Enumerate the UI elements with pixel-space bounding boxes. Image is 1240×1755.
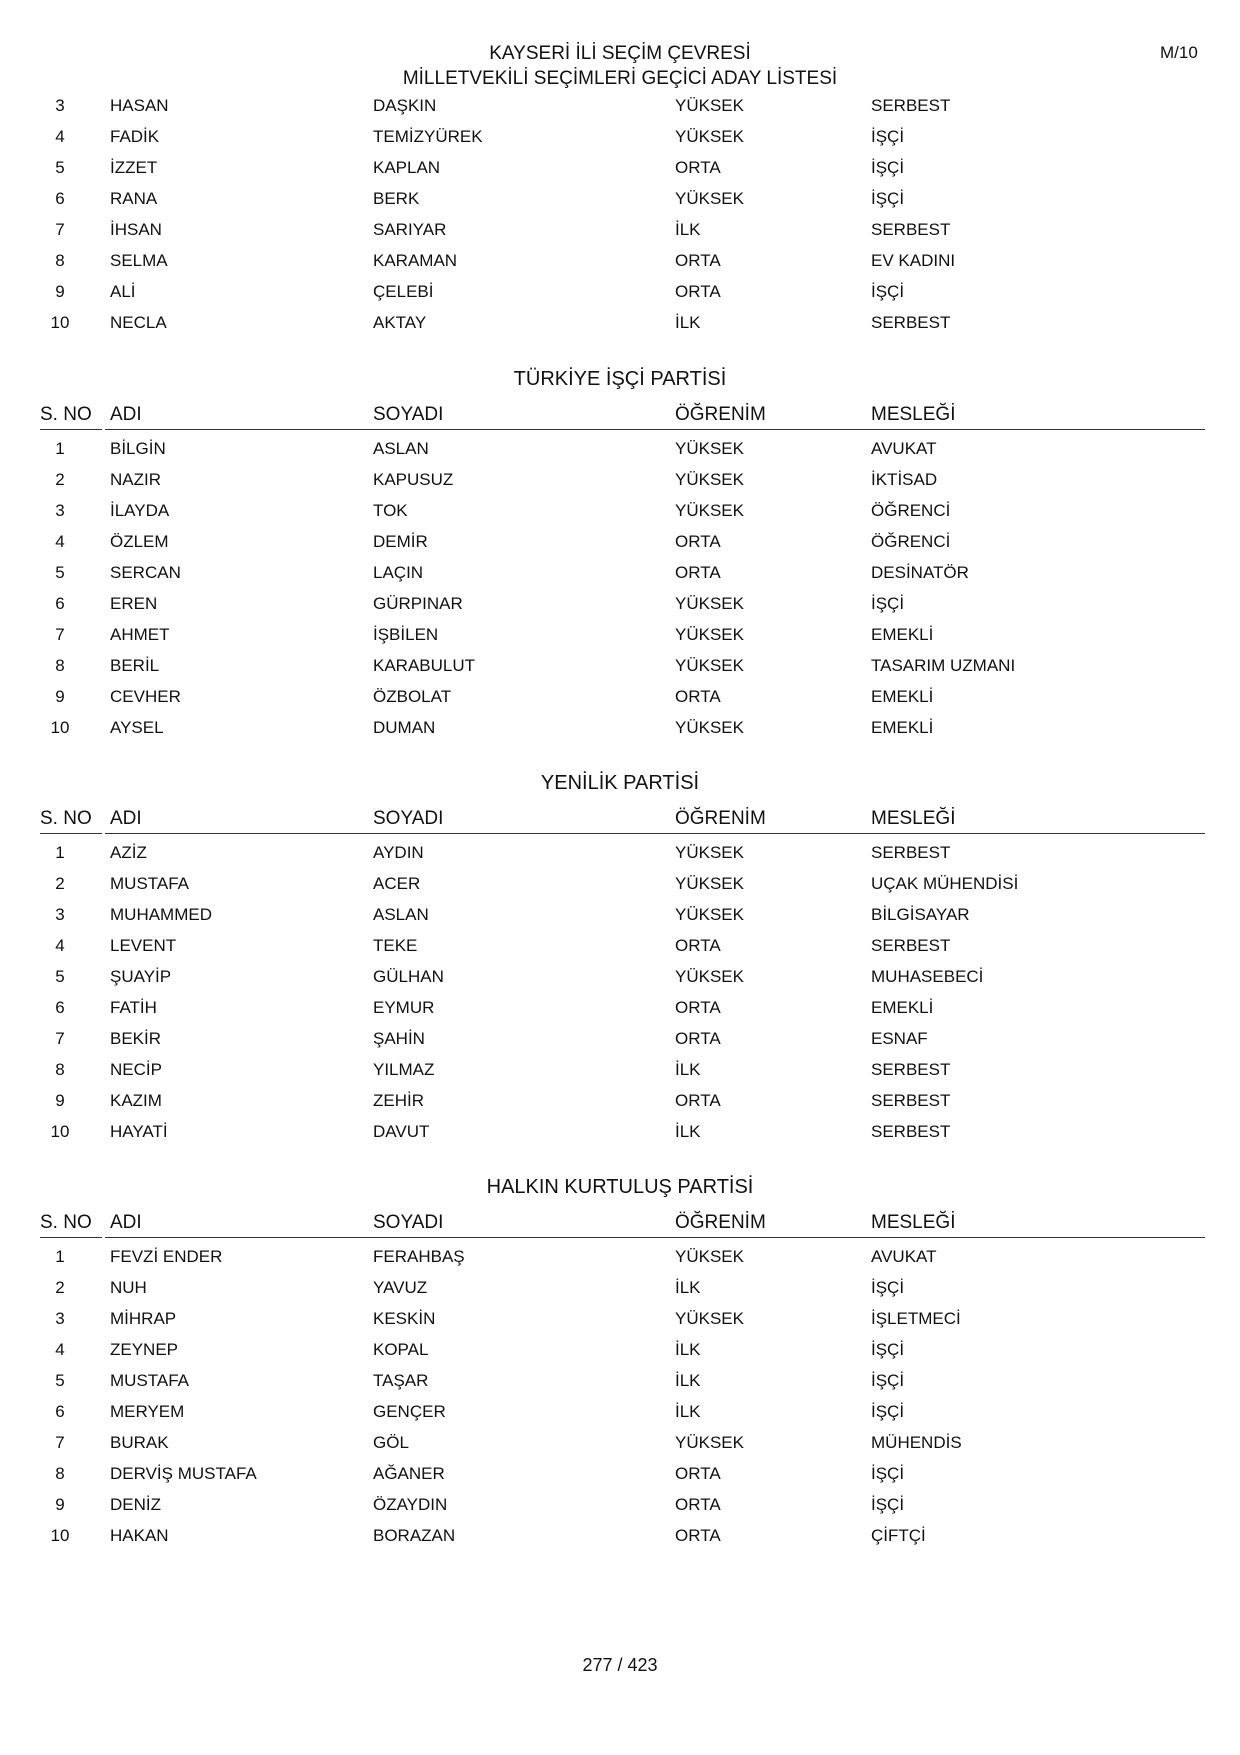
document-code: M/10 bbox=[1160, 43, 1198, 62]
cell-education: YÜKSEK bbox=[675, 874, 744, 893]
cell-surname: GÖL bbox=[373, 1433, 409, 1452]
table-row bbox=[0, 1117, 1240, 1148]
cell-education: YÜKSEK bbox=[675, 189, 744, 208]
cell-education: İLK bbox=[675, 313, 701, 332]
cell-no: 2 bbox=[55, 874, 65, 893]
cell-education: İLK bbox=[675, 1371, 701, 1390]
cell-no: 8 bbox=[55, 1060, 65, 1079]
cell-profession: İŞÇİ bbox=[871, 1402, 905, 1421]
cell-education: ORTA bbox=[675, 1526, 721, 1545]
cell-name: DERVİŞ MUSTAFA bbox=[110, 1464, 257, 1483]
cell-no: 3 bbox=[55, 1309, 65, 1328]
cell-education: YÜKSEK bbox=[675, 1433, 744, 1452]
cell-education: YÜKSEK bbox=[675, 439, 744, 458]
cell-no: 5 bbox=[55, 1371, 65, 1390]
cell-no: 2 bbox=[55, 1278, 65, 1297]
cell-no: 4 bbox=[55, 127, 65, 146]
cell-name: RANA bbox=[110, 189, 158, 208]
cell-name: ZEYNEP bbox=[110, 1340, 179, 1359]
cell-no: 3 bbox=[55, 96, 65, 115]
party-title: HALKIN KURTULUŞ PARTİSİ bbox=[486, 1176, 754, 1198]
cell-surname: KAPLAN bbox=[373, 158, 441, 177]
table-row bbox=[0, 277, 1240, 308]
cell-profession: SERBEST bbox=[871, 1091, 951, 1110]
cell-no: 7 bbox=[55, 1433, 65, 1452]
header-surname: SOYADI bbox=[367, 1212, 673, 1238]
header-no: S. NO bbox=[40, 1212, 102, 1238]
cell-name: MİHRAP bbox=[110, 1309, 177, 1328]
cell-name: AYSEL bbox=[110, 718, 164, 737]
cell-surname: SARIYAR bbox=[373, 220, 447, 239]
cell-surname: ÖZAYDIN bbox=[373, 1495, 448, 1514]
cell-education: YÜKSEK bbox=[675, 470, 744, 489]
cell-education: YÜKSEK bbox=[675, 96, 744, 115]
table-header bbox=[0, 402, 1240, 432]
cell-profession: SERBEST bbox=[871, 313, 951, 332]
cell-profession: UÇAK MÜHENDİSİ bbox=[871, 874, 1019, 893]
table-row bbox=[0, 651, 1240, 682]
page-subtitle: MİLLETVEKİLİ SEÇİMLERİ GEÇİCİ ADAY LİSTESİ bbox=[402, 68, 838, 89]
cell-profession: İŞÇİ bbox=[871, 1371, 905, 1390]
cell-education: YÜKSEK bbox=[675, 127, 744, 146]
header-surname: SOYADI bbox=[367, 404, 673, 430]
cell-surname: DAVUT bbox=[373, 1122, 430, 1141]
cell-surname: FERAHBAŞ bbox=[373, 1247, 465, 1266]
cell-name: SERCAN bbox=[110, 563, 181, 582]
cell-no: 5 bbox=[55, 967, 65, 986]
cell-name: İHSAN bbox=[110, 220, 162, 239]
cell-education: ORTA bbox=[675, 1464, 721, 1483]
cell-education: YÜKSEK bbox=[675, 967, 744, 986]
cell-education: İLK bbox=[675, 1340, 701, 1359]
table-row bbox=[0, 900, 1240, 931]
header-name: ADI bbox=[105, 404, 370, 430]
cell-name: AHMET bbox=[110, 625, 170, 644]
cell-surname: ŞAHİN bbox=[373, 1029, 425, 1048]
header-no: S. NO bbox=[40, 808, 102, 834]
cell-profession: EV KADINI bbox=[871, 251, 956, 270]
cell-surname: ASLAN bbox=[373, 439, 429, 458]
cell-surname: TOK bbox=[373, 501, 408, 520]
cell-name: MUSTAFA bbox=[110, 1371, 190, 1390]
cell-no: 7 bbox=[55, 220, 65, 239]
table-row bbox=[0, 1335, 1240, 1366]
table-row bbox=[0, 1055, 1240, 1086]
table-row bbox=[0, 215, 1240, 246]
table-row bbox=[0, 1397, 1240, 1428]
cell-education: YÜKSEK bbox=[675, 594, 744, 613]
table-row bbox=[0, 962, 1240, 993]
cell-name: HAYATİ bbox=[110, 1122, 168, 1141]
table-header bbox=[0, 806, 1240, 836]
cell-education: YÜKSEK bbox=[675, 1247, 744, 1266]
cell-profession: BİLGİSAYAR bbox=[871, 905, 970, 924]
cell-education: İLK bbox=[675, 1402, 701, 1421]
cell-education: YÜKSEK bbox=[675, 656, 744, 675]
table-row bbox=[0, 153, 1240, 184]
table-row bbox=[0, 1366, 1240, 1397]
cell-profession: SERBEST bbox=[871, 936, 951, 955]
cell-surname: EYMUR bbox=[373, 998, 435, 1017]
cell-no: 7 bbox=[55, 1029, 65, 1048]
cell-no: 10 bbox=[50, 718, 70, 737]
table-body bbox=[0, 1242, 1240, 1552]
cell-profession: ESNAF bbox=[871, 1029, 928, 1048]
cell-name: NECİP bbox=[110, 1060, 162, 1079]
table-row bbox=[0, 1521, 1240, 1552]
cell-no: 6 bbox=[55, 189, 65, 208]
cell-surname: GÜLHAN bbox=[373, 967, 444, 986]
cell-education: ORTA bbox=[675, 282, 721, 301]
cell-surname: DEMİR bbox=[373, 532, 428, 551]
cell-surname: DAŞKIN bbox=[373, 96, 437, 115]
cell-name: BEKİR bbox=[110, 1029, 162, 1048]
cell-surname: GÜRPINAR bbox=[373, 594, 463, 613]
cell-profession: AVUKAT bbox=[871, 1247, 937, 1266]
cell-profession: DESİNATÖR bbox=[871, 563, 969, 582]
cell-education: YÜKSEK bbox=[675, 905, 744, 924]
cell-surname: İŞBİLEN bbox=[373, 625, 439, 644]
cell-no: 10 bbox=[50, 1122, 70, 1141]
cell-no: 6 bbox=[55, 594, 65, 613]
cell-profession: SERBEST bbox=[871, 843, 951, 862]
cell-education: ORTA bbox=[675, 532, 721, 551]
cell-name: BERİL bbox=[110, 656, 160, 675]
cell-education: ORTA bbox=[675, 1091, 721, 1110]
cell-education: ORTA bbox=[675, 563, 721, 582]
cell-profession: SERBEST bbox=[871, 1060, 951, 1079]
cell-name: EREN bbox=[110, 594, 158, 613]
cell-surname: ÇELEBİ bbox=[373, 282, 434, 301]
cell-surname: KESKİN bbox=[373, 1309, 436, 1328]
table-row bbox=[0, 91, 1240, 122]
cell-surname: DUMAN bbox=[373, 718, 436, 737]
table-row bbox=[0, 1086, 1240, 1117]
cell-no: 8 bbox=[55, 251, 65, 270]
cell-profession: EMEKLİ bbox=[871, 687, 934, 706]
table-row bbox=[0, 869, 1240, 900]
cell-education: YÜKSEK bbox=[675, 501, 744, 520]
cell-name: BURAK bbox=[110, 1433, 169, 1452]
cell-profession: İŞÇİ bbox=[871, 1495, 905, 1514]
cell-profession: ÖĞRENCİ bbox=[871, 501, 951, 520]
cell-surname: AYDIN bbox=[373, 843, 424, 862]
cell-profession: İŞLETMECİ bbox=[871, 1309, 961, 1328]
cell-name: KAZIM bbox=[110, 1091, 162, 1110]
cell-name: İZZET bbox=[110, 158, 158, 177]
cell-name: ŞUAYİP bbox=[110, 967, 172, 986]
cell-no: 4 bbox=[55, 532, 65, 551]
cell-name: HASAN bbox=[110, 96, 169, 115]
header-education: ÖĞRENİM bbox=[670, 808, 868, 834]
cell-education: YÜKSEK bbox=[675, 718, 744, 737]
header-surname: SOYADI bbox=[367, 808, 673, 834]
table-row bbox=[0, 184, 1240, 215]
cell-name: HAKAN bbox=[110, 1526, 169, 1545]
header-profession: MESLEĞİ bbox=[866, 404, 1205, 430]
party-title: YENİLİK PARTİSİ bbox=[540, 772, 700, 794]
cell-no: 9 bbox=[55, 1495, 65, 1514]
table-body bbox=[0, 434, 1240, 744]
table-row bbox=[0, 620, 1240, 651]
cell-no: 8 bbox=[55, 656, 65, 675]
cell-profession: SERBEST bbox=[871, 1122, 951, 1141]
cell-profession: EMEKLİ bbox=[871, 998, 934, 1017]
cell-profession: İŞÇİ bbox=[871, 1340, 905, 1359]
cell-name: AZİZ bbox=[110, 843, 147, 862]
cell-surname: ASLAN bbox=[373, 905, 429, 924]
cell-education: İLK bbox=[675, 1278, 701, 1297]
cell-education: İLK bbox=[675, 1122, 701, 1141]
page-title: KAYSERİ İLİ SEÇİM ÇEVRESİ bbox=[489, 43, 751, 64]
table-row bbox=[0, 465, 1240, 496]
table-row bbox=[0, 682, 1240, 713]
table-row bbox=[0, 589, 1240, 620]
cell-education: ORTA bbox=[675, 158, 721, 177]
table-row bbox=[0, 122, 1240, 153]
cell-profession: İŞÇİ bbox=[871, 594, 905, 613]
cell-name: FEVZİ ENDER bbox=[110, 1247, 223, 1266]
cell-name: LEVENT bbox=[110, 936, 177, 955]
cell-name: FADİK bbox=[110, 127, 160, 146]
cell-surname: ZEHİR bbox=[373, 1091, 424, 1110]
cell-name: NUH bbox=[110, 1278, 147, 1297]
table-row bbox=[0, 246, 1240, 277]
cell-profession: ÖĞRENCİ bbox=[871, 532, 951, 551]
cell-profession: ÇİFTÇİ bbox=[871, 1526, 926, 1545]
table-row bbox=[0, 1490, 1240, 1521]
header-name: ADI bbox=[105, 808, 370, 834]
cell-surname: KOPAL bbox=[373, 1340, 429, 1359]
cell-no: 7 bbox=[55, 625, 65, 644]
cell-no: 8 bbox=[55, 1464, 65, 1483]
cell-no: 1 bbox=[55, 843, 65, 862]
cell-name: MUSTAFA bbox=[110, 874, 190, 893]
table-row bbox=[0, 713, 1240, 744]
cell-education: ORTA bbox=[675, 1029, 721, 1048]
cell-name: DENİZ bbox=[110, 1495, 161, 1514]
cell-surname: YILMAZ bbox=[373, 1060, 435, 1079]
cell-education: İLK bbox=[675, 1060, 701, 1079]
cell-name: SELMA bbox=[110, 251, 168, 270]
cell-surname: KAPUSUZ bbox=[373, 470, 454, 489]
cell-name: CEVHER bbox=[110, 687, 181, 706]
header-education: ÖĞRENİM bbox=[670, 1212, 868, 1238]
cell-surname: BERK bbox=[373, 189, 420, 208]
table-row bbox=[0, 931, 1240, 962]
cell-no: 1 bbox=[55, 1247, 65, 1266]
cell-education: ORTA bbox=[675, 687, 721, 706]
cell-education: YÜKSEK bbox=[675, 625, 744, 644]
party-title: TÜRKİYE İŞÇİ PARTİSİ bbox=[513, 368, 727, 390]
cell-education: ORTA bbox=[675, 936, 721, 955]
cell-surname: TEKE bbox=[373, 936, 418, 955]
cell-no: 10 bbox=[50, 313, 70, 332]
header-profession: MESLEĞİ bbox=[866, 808, 1205, 834]
cell-name: FATİH bbox=[110, 998, 157, 1017]
table-row bbox=[0, 1273, 1240, 1304]
cell-profession: İKTİSAD bbox=[871, 470, 938, 489]
cell-education: YÜKSEK bbox=[675, 1309, 744, 1328]
cell-no: 9 bbox=[55, 282, 65, 301]
cell-profession: İŞÇİ bbox=[871, 282, 905, 301]
cell-profession: İŞÇİ bbox=[871, 127, 905, 146]
cell-surname: TEMİZYÜREK bbox=[373, 127, 483, 146]
cell-no: 9 bbox=[55, 687, 65, 706]
cell-no: 3 bbox=[55, 501, 65, 520]
table-row bbox=[0, 558, 1240, 589]
cell-name: İLAYDA bbox=[110, 501, 170, 520]
cell-surname: KARABULUT bbox=[373, 656, 476, 675]
cell-surname: AĞANER bbox=[373, 1464, 445, 1483]
cell-name: ÖZLEM bbox=[110, 532, 169, 551]
cell-name: MERYEM bbox=[110, 1402, 185, 1421]
header-profession: MESLEĞİ bbox=[866, 1212, 1205, 1238]
table-row bbox=[0, 308, 1240, 339]
cell-surname: BORAZAN bbox=[373, 1526, 456, 1545]
cell-name: NAZIR bbox=[110, 470, 161, 489]
header-no: S. NO bbox=[40, 404, 102, 430]
cell-surname: GENÇER bbox=[373, 1402, 446, 1421]
cell-surname: AKTAY bbox=[373, 313, 427, 332]
table-header bbox=[0, 1210, 1240, 1240]
cell-no: 4 bbox=[55, 1340, 65, 1359]
table-row bbox=[0, 1242, 1240, 1273]
cell-education: YÜKSEK bbox=[675, 843, 744, 862]
header-education: ÖĞRENİM bbox=[670, 404, 868, 430]
table-body bbox=[0, 838, 1240, 1148]
cell-no: 3 bbox=[55, 905, 65, 924]
cell-name: ALİ bbox=[110, 282, 136, 301]
cell-profession: AVUKAT bbox=[871, 439, 937, 458]
cell-no: 9 bbox=[55, 1091, 65, 1110]
cell-profession: SERBEST bbox=[871, 220, 951, 239]
cell-profession: EMEKLİ bbox=[871, 625, 934, 644]
table-row bbox=[0, 1428, 1240, 1459]
cell-no: 5 bbox=[55, 158, 65, 177]
cell-surname: LAÇIN bbox=[373, 563, 424, 582]
table-row bbox=[0, 1024, 1240, 1055]
cell-no: 5 bbox=[55, 563, 65, 582]
table-row bbox=[0, 993, 1240, 1024]
cell-profession: TASARIM UZMANI bbox=[871, 656, 1016, 675]
cell-profession: İŞÇİ bbox=[871, 189, 905, 208]
table-row bbox=[0, 434, 1240, 465]
cell-profession: EMEKLİ bbox=[871, 718, 934, 737]
cell-education: ORTA bbox=[675, 251, 721, 270]
cell-surname: KARAMAN bbox=[373, 251, 458, 270]
cell-profession: İŞÇİ bbox=[871, 158, 905, 177]
cell-profession: MÜHENDİS bbox=[871, 1433, 962, 1452]
table-row bbox=[0, 527, 1240, 558]
cell-name: BİLGİN bbox=[110, 439, 166, 458]
cell-no: 6 bbox=[55, 1402, 65, 1421]
cell-profession: SERBEST bbox=[871, 96, 951, 115]
cell-no: 10 bbox=[50, 1526, 70, 1545]
cell-name: MUHAMMED bbox=[110, 905, 212, 924]
cell-profession: MUHASEBECİ bbox=[871, 967, 984, 986]
cell-surname: ACER bbox=[373, 874, 421, 893]
cell-profession: İŞÇİ bbox=[871, 1464, 905, 1483]
cell-no: 2 bbox=[55, 470, 65, 489]
cell-surname: TAŞAR bbox=[373, 1371, 429, 1390]
cell-education: ORTA bbox=[675, 1495, 721, 1514]
cell-no: 4 bbox=[55, 936, 65, 955]
table-row bbox=[0, 1304, 1240, 1335]
page-number: 277 / 423 bbox=[582, 1655, 658, 1675]
cell-surname: ÖZBOLAT bbox=[373, 687, 452, 706]
cell-education: İLK bbox=[675, 220, 701, 239]
cell-no: 6 bbox=[55, 998, 65, 1017]
cell-education: ORTA bbox=[675, 998, 721, 1017]
table-row bbox=[0, 1459, 1240, 1490]
cell-profession: İŞÇİ bbox=[871, 1278, 905, 1297]
cell-name: NECLA bbox=[110, 313, 167, 332]
cell-surname: YAVUZ bbox=[373, 1278, 428, 1297]
header-name: ADI bbox=[105, 1212, 370, 1238]
table-row bbox=[0, 496, 1240, 527]
cell-no: 1 bbox=[55, 439, 65, 458]
table-row bbox=[0, 838, 1240, 869]
